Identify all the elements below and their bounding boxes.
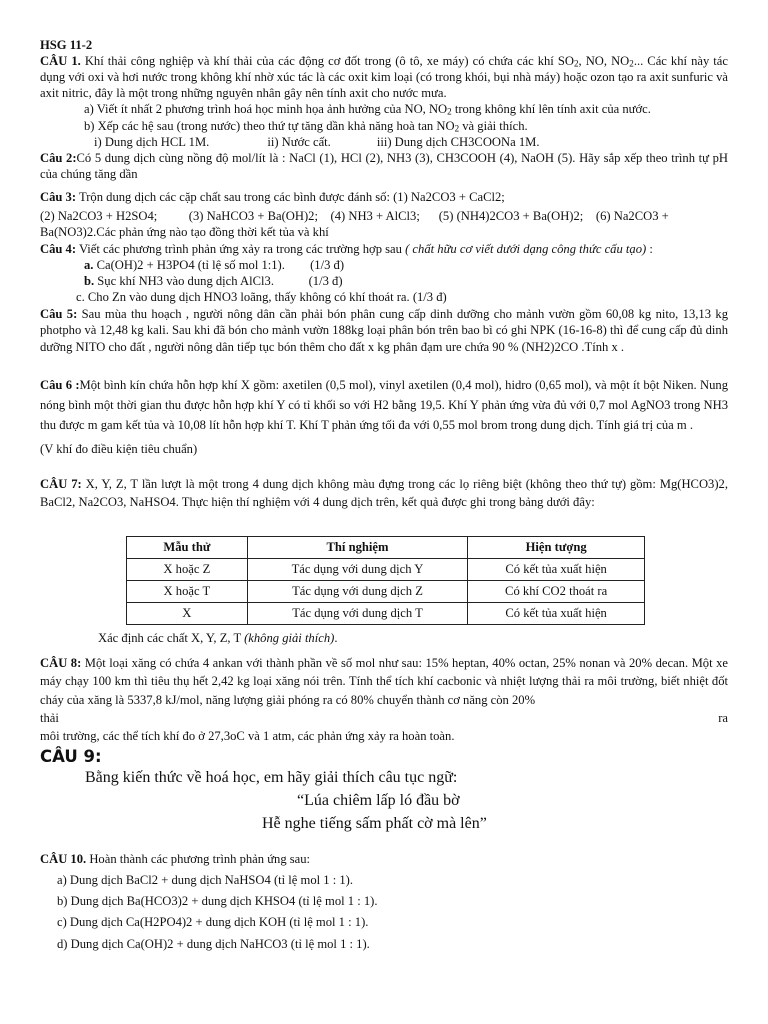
q8-last: môi trường, các thể tích khí đo ở 27,3oC và 1 atm, các phản ứng xảy ra hoàn toàn. — [40, 729, 455, 743]
table-row — [127, 603, 645, 625]
list-item: c) Dung dịch Ca(H2PO4)2 + dung dịch KOH (tỉ lệ mol 1 : 1). — [57, 915, 369, 930]
doc-header: HSG 11-2 — [40, 38, 93, 52]
q10-text: CÂU 10. Hoàn thành các phương trình phản ứng sau: — [40, 852, 311, 866]
q4-part-c: c. Cho Zn vào dung dịch HNO3 loãng, thấy không có khí thoát ra. (1/3 đ) — [76, 290, 447, 305]
question-3-block — [40, 189, 728, 240]
question-7-block — [40, 475, 728, 512]
list-item: a) Dung dịch BaCl2 + dung dịch NaHSO4 (tỉ lệ mol 1 : 1). — [57, 873, 354, 888]
list-item: b) Dung dịch Ba(HCO3)2 + dung dịch KHSO4 (tỉ lệ mol 1 : 1). — [57, 894, 378, 909]
question-2-block — [40, 150, 728, 182]
q9-line2: “Lúa chiêm lấp ló đầu bờ — [297, 791, 460, 809]
q9-line3: Hễ nghe tiếng sấm phất cờ mà lên” — [262, 814, 487, 832]
question-6-block — [40, 375, 728, 458]
table-cell: Có kết tủa xuất hiện — [468, 559, 645, 581]
q5-text: Câu 5: Sau mùa thu hoạch , người nông dân cần phải bón phân cung cấp dinh dưỡng cho mảnh vườn gồm 60,08 kg nito, 13,13 kg photpho và 12,48 kg kali. Sau khi đã bón cho mảnh vườn 188kg loại phân bón trên bao bì có ghi NPK (16-16-8) thì để cung cấp đủ dinh dưỡng NITO cho đất , người nông dân tiếp tục bón thêm cho đất x kg phân đạm ure chứa 90 % (NH2)2CO .Tính x . — [40, 307, 728, 354]
q9-line1: Bằng kiến thức về hoá học, em hãy giải thích câu tục ngữ: — [85, 769, 458, 787]
q7-table — [126, 536, 645, 625]
q1-options: i) Dung dịch HCL 1M. ii) Nước cất. iii) Dung dịch CH3COONa 1M. — [94, 134, 540, 149]
question-9-block — [40, 746, 728, 835]
table-cell: Có kết tủa xuất hiện — [468, 603, 645, 625]
table-cell: Có khí CO2 thoát ra — [468, 581, 645, 603]
q3-line2: (2) Na2CO3 + H2SO4; (3) NaHCO3 + Ba(OH)2; (4) NH3 + AlCl3; (5) (NH4)2CO3 + Ba(OH)2; (6) Na2CO3 + — [40, 209, 669, 224]
question-10-block — [40, 849, 728, 955]
q8-text: CÂU 8: Một loại xăng có chứa 4 ankan với thành phần về số mol như sau: 15% heptan, 40% octan, 25% nonan và 20% decan. Một xe máy chạy 100 km thì tiêu thụ hết 2,42 kg loại xăng nói trên. Tính thể tích khí cacbonic và nhiệt lượng thải ra môi trường, biết nhiệt đốt cháy của xăng là 5337,8 kJ/mol, năng lượng giải phóng ra có 80% chuyển thành cơ năng còn 20% — [40, 656, 728, 707]
q8-line-spread: thải ra — [40, 710, 728, 725]
q6-text: Câu 6 :Một bình kín chứa hỗn hợp khí X gồm: axetilen (0,5 mol), vinyl axetilen (0,4 mol), hidro (0,65 mol), và một ít bột Niken. Nung nóng bình một thời gian thu được hỗn hợp khí Y có tỉ khối so với H2 bằng 19,5. Khí Y phản ứng vừa đủ với 0,7 mol AgNO3 trong NH3 thu được m gam kết tủa và 10,08 lít hỗn hợp khí T. Khí T phản ứng tối đa với 0,55 mol brom trong dung dịch. Tính giá trị của m . — [40, 378, 728, 433]
q7-text: CÂU 7: X, Y, Z, T lần lượt là một trong 4 dung dịch không màu đựng trong các lọ riêng biệt (không theo thứ tự) gồm: Mg(HCO3)2, BaCl2, Na2CO3, NaHSO4. Thực hiện thí nghiệm với 4 dung dịch trên, kết quả được ghi trong bảng dưới đây: — [40, 477, 728, 510]
q4-part-a: a. Ca(OH)2 + H3PO4 (tỉ lệ số mol 1:1). (1/3 đ) — [84, 258, 345, 273]
q7-after: Xác định các chất X, Y, Z, T (không giải thích). — [98, 631, 338, 645]
table-header: Thí nghiệm — [247, 537, 468, 559]
q6-note: (V khí đo điều kiện tiêu chuẩn) — [40, 442, 198, 457]
question-7-after — [40, 630, 728, 646]
q3-line3: Ba(NO3)2.Các phản ứng nào tạo đồng thời kết tủa và khí — [40, 225, 329, 240]
question-4-block — [40, 241, 728, 305]
table-row — [127, 581, 645, 603]
q9-label: CÂU 9: — [40, 747, 102, 766]
q1-part-b: b) Xếp các hệ sau (trong nước) theo thứ tự tăng dần khả năng hoà $\tan NO_2$ và giải thích. — [84, 118, 528, 134]
table-cell: X hoặc T — [127, 581, 248, 603]
q1-intro: CÂU 1. Khí thải công nghiệp và khí thải của các động cơ đốt trong (ô tô, xe máy) có chứa các khí $SO_2$, NO, $NO_2$... Các khí này tác dụng với oxi và hơi nước trong không khí nhờ xúc tác là các oxit kim loại (có trong khói, bụi nhà máy) hoặc ozon tạo ra axit sunfuric và axit nitric, đây là một trong những nguyên nhân gây nên tính axit cho nước mưa. — [40, 54, 728, 101]
list-item: d) Dung dịch Ca(OH)2 + dung dịch NaHCO3 (tỉ lệ mol 1 : 1). — [57, 936, 370, 951]
table-cell: Tác dụng với dung dịch Y — [247, 559, 468, 581]
table-cell: X — [127, 603, 248, 625]
table-header: Mẫu thử — [127, 537, 248, 559]
q3-line1: Câu 3: Trộn dung dịch các cặp chất sau trong các bình được đánh số: (1) Na2CO3 + CaCl2; — [40, 190, 505, 204]
table-cell: X hoặc Z — [127, 559, 248, 581]
table-cell: Tác dụng với dung dịch Z — [247, 581, 468, 603]
q1-part-a: a) Viết ít nhất 2 phương trình hoá học minh họa ảnh hưởng của NO, $NO_2$ trong không khí lên tính axit của nước. — [84, 102, 651, 118]
table-cell: Tác dụng với dung dịch T — [247, 603, 468, 625]
table-row — [127, 559, 645, 581]
q4-part-b: b. Sục khí NH3 vào dung dịch AlCl3. (1/3 đ) — [84, 274, 343, 289]
q4-text: Câu 4: Viết các phương trình phản ứng xảy ra trong các trường hợp sau ( chất hữu cơ viết dưới dạng công thức cấu tạo) : — [40, 242, 653, 256]
q2-text: Câu 2:Có 5 dung dịch cùng nồng độ mol/lít là : NaCl (1), HCl (2), NH3 (3), CH3COOH (4), NaOH (5). Hãy sắp xếp theo trình tự pH của chúng tăng dần — [40, 151, 728, 182]
table-header-row — [127, 537, 645, 559]
question-5-block — [40, 306, 728, 355]
question-8-block — [40, 654, 728, 745]
table-header: Hiện tượng — [468, 537, 645, 559]
question-1-block — [40, 37, 728, 150]
